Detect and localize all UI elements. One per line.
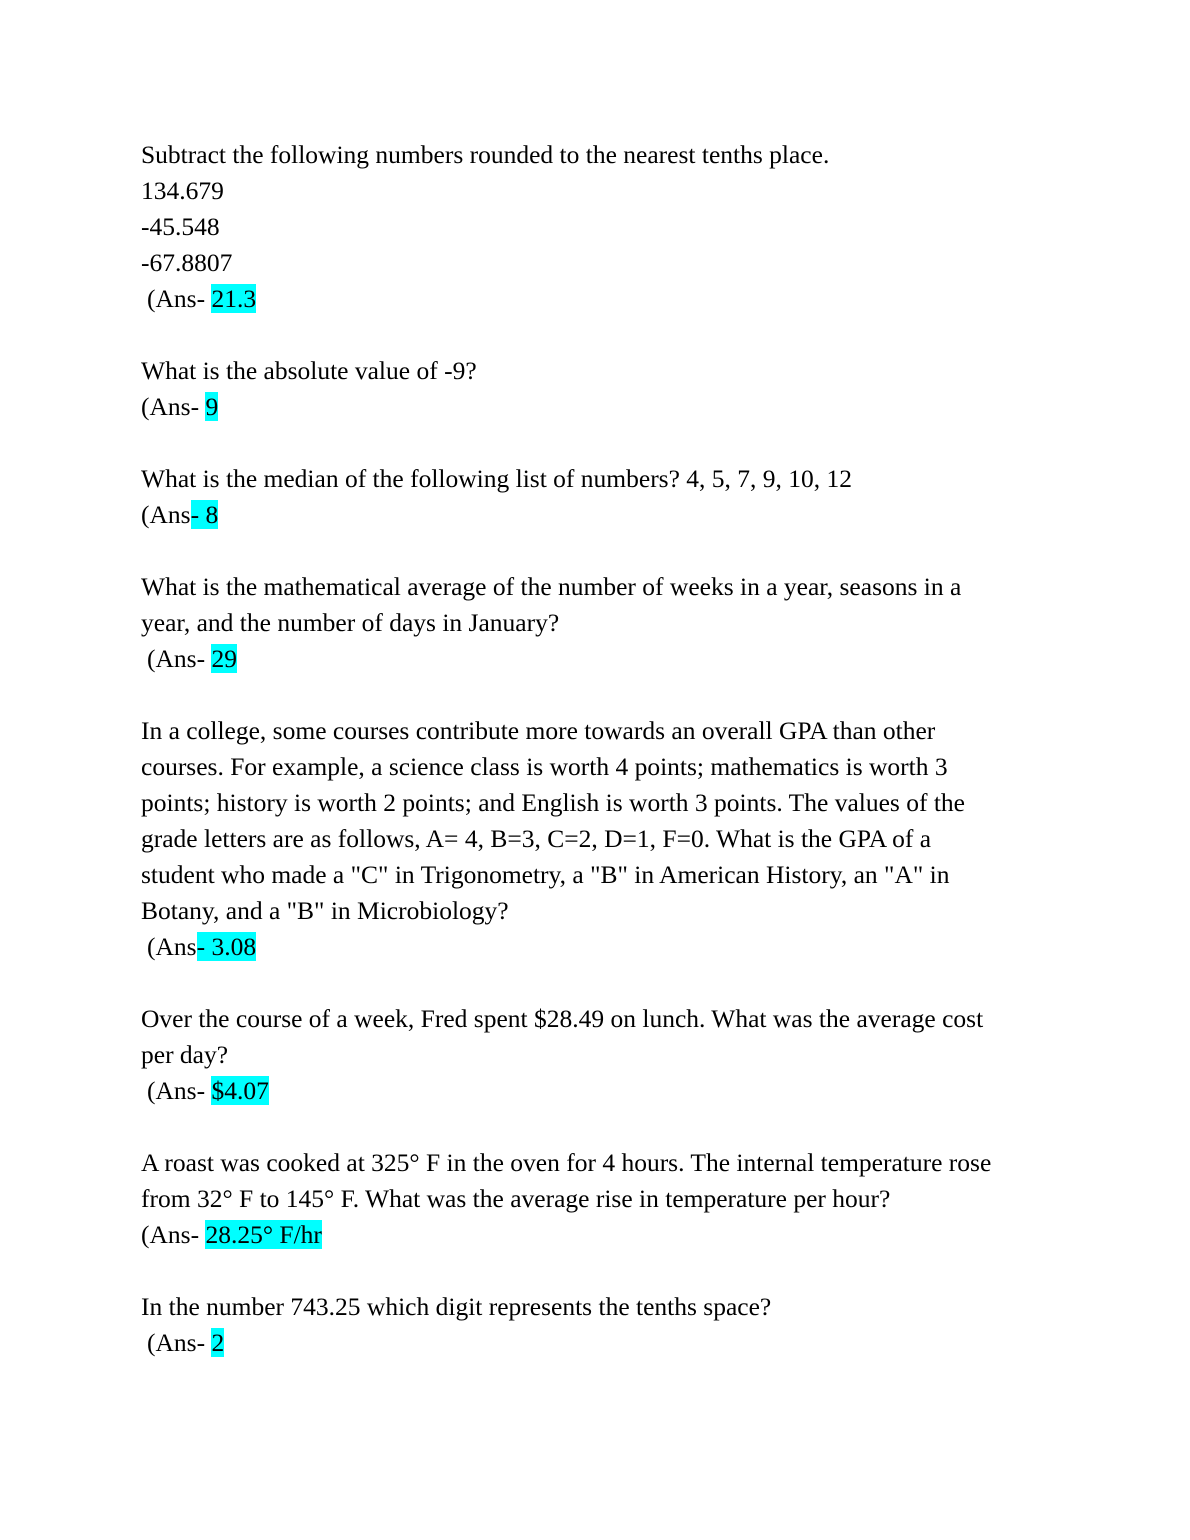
question-text: student who made a "C" in Trigonometry, a "B" in American History, an "A" in — [141, 860, 950, 889]
question-block — [141, 1001, 1071, 1109]
answer-highlight: $4.07 — [211, 1076, 269, 1105]
question-text: from 32° F to 145° F. What was the average rise in temperature per hour? — [141, 1184, 891, 1213]
number-value: -67.8807 — [141, 248, 233, 277]
question-text: In a college, some courses contribute more towards an overall GPA than other — [141, 716, 936, 745]
answer-prefix: (Ans — [147, 932, 197, 961]
answer-highlight: 28.25° F/hr — [205, 1220, 322, 1249]
answer-line — [141, 281, 1071, 317]
question-text: Over the course of a week, Fred spent $28.49 on lunch. What was the average cost — [141, 1004, 984, 1033]
question-block — [141, 713, 1071, 965]
answer-prefix: (Ans- — [141, 392, 206, 421]
answer-prefix: (Ans- — [147, 644, 212, 673]
answer-highlight: - 8 — [190, 500, 219, 529]
question-text: Subtract the following numbers rounded to the nearest tenths place. — [141, 140, 830, 169]
question-text: courses. For example, a science class is worth 4 points; mathematics is worth 3 — [141, 752, 948, 781]
answer-highlight: 21.3 — [211, 284, 257, 313]
question-text: year, and the number of days in January? — [141, 608, 560, 637]
number-value: -45.548 — [141, 212, 220, 241]
answer-line — [141, 1217, 1071, 1253]
answer-prefix: (Ans- — [147, 1328, 212, 1357]
answer-line — [141, 641, 1071, 677]
question-text: What is the median of the following list of numbers? 4, 5, 7, 9, 10, 12 — [141, 464, 853, 493]
answer-line — [141, 929, 1071, 965]
question-text: per day? — [141, 1040, 229, 1069]
question-block — [141, 137, 1071, 317]
question-block — [141, 461, 1071, 533]
number-value: 134.679 — [141, 176, 224, 205]
question-text: In the number 743.25 which digit represents the tenths space? — [141, 1292, 772, 1321]
answer-highlight: 2 — [211, 1328, 225, 1357]
answer-prefix: (Ans- — [141, 1220, 206, 1249]
question-text: What is the absolute value of -9? — [141, 356, 477, 385]
document-page — [141, 137, 1071, 1397]
answer-highlight: 9 — [205, 392, 219, 421]
question-text: A roast was cooked at 325° F in the oven for 4 hours. The internal temperature rose — [141, 1148, 992, 1177]
answer-highlight: - 3.08 — [196, 932, 257, 961]
question-text: points; history is worth 2 points; and English is worth 3 points. The values of the — [141, 788, 965, 817]
answer-line — [141, 1073, 1071, 1109]
answer-prefix: (Ans- — [147, 284, 212, 313]
question-text: What is the mathematical average of the number of weeks in a year, seasons in a — [141, 572, 962, 601]
answer-line — [141, 1325, 1071, 1361]
answer-highlight: 29 — [211, 644, 237, 673]
question-block — [141, 569, 1071, 677]
question-text: grade letters are as follows, A= 4, B=3, C=2, D=1, F=0. What is the GPA of a — [141, 824, 932, 853]
answer-prefix: (Ans — [141, 500, 191, 529]
question-block — [141, 353, 1071, 425]
answer-line — [141, 389, 1071, 425]
answer-line — [141, 497, 1071, 533]
question-block — [141, 1145, 1071, 1253]
answer-prefix: (Ans- — [147, 1076, 212, 1105]
question-block — [141, 1289, 1071, 1361]
question-text: Botany, and a "B" in Microbiology? — [141, 896, 509, 925]
